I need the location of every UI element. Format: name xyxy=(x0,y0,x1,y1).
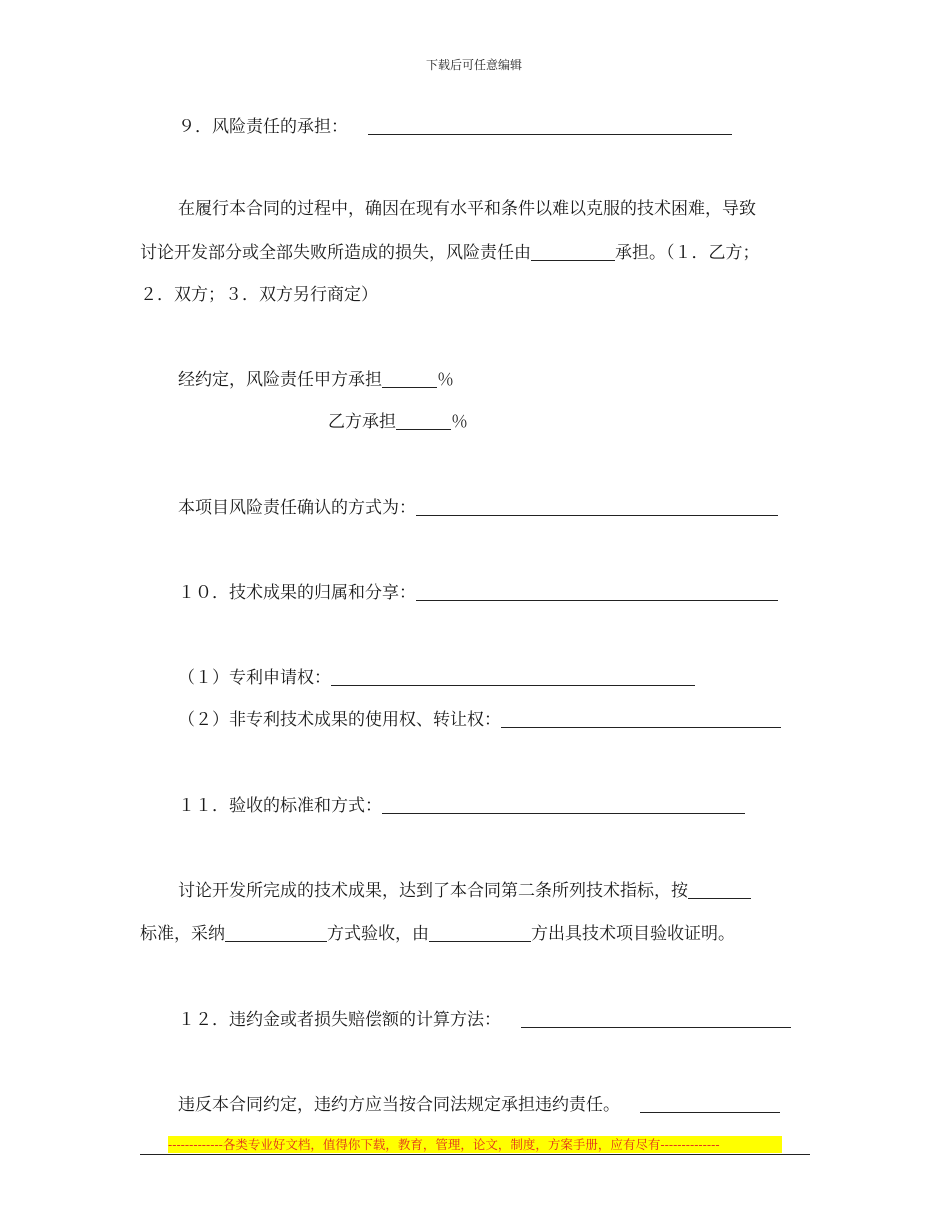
patent-right-blank[interactable] xyxy=(331,668,695,686)
risk-confirm-method-blank[interactable] xyxy=(416,498,778,516)
patent-right-label: （１）专利申请权： xyxy=(178,668,331,688)
risk-paragraph-line1: 在履行本合同的过程中，确因在现有水平和条件以难以克服的技术困难，导致 xyxy=(178,199,756,219)
patent-right-item xyxy=(178,668,695,688)
risk-responsibility-blank[interactable] xyxy=(368,117,732,135)
non-patent-right-item xyxy=(178,710,781,730)
risk-paragraph-line3: ２．双方；３．双方另行商定） xyxy=(140,285,378,305)
acceptance-method-blank[interactable] xyxy=(225,924,327,942)
section-11-heading xyxy=(178,796,745,816)
acceptance-paragraph-line2 xyxy=(140,924,735,944)
party-b-share xyxy=(328,412,468,432)
acceptance-paragraph-line2-end: 方出具技术项目验收证明。 xyxy=(531,924,735,944)
non-patent-right-blank[interactable] xyxy=(501,710,781,728)
risk-paragraph-line2-end: 承担。（１．乙方； xyxy=(615,243,760,263)
section-10-heading-text: １０．技术成果的归属和分享： xyxy=(178,583,416,603)
party-a-percent-sign: ％ xyxy=(437,370,454,390)
acceptance-paragraph-line1 xyxy=(178,881,751,901)
acceptance-paragraph-line1-text: 讨论开发所完成的技术成果，达到了本合同第二条所列技术指标，按 xyxy=(178,881,688,901)
party-a-share xyxy=(178,370,454,390)
risk-confirm-method-label: 本项目风险责任确认的方式为： xyxy=(178,498,416,518)
breach-paragraph xyxy=(178,1095,780,1115)
acceptance-issuer-blank[interactable] xyxy=(429,924,531,942)
penalty-calculation-blank[interactable] xyxy=(521,1010,791,1028)
party-b-percent-sign: ％ xyxy=(451,412,468,432)
footer-ad-banner: -------------各类专业好文档，值得你下载，教育，管理，论文，制度，方案手册，应有尽有-------------- xyxy=(168,1136,782,1153)
acceptance-standard-blank[interactable] xyxy=(382,796,745,814)
risk-paragraph-line2 xyxy=(140,243,760,263)
section-12-heading-text: １２．违约金或者损失赔偿额的计算方法： xyxy=(178,1010,501,1030)
section-9-heading-text: ９．风险责任的承担： xyxy=(178,117,348,137)
footer-divider xyxy=(140,1154,810,1155)
party-b-percent-blank[interactable] xyxy=(396,412,451,430)
party-a-share-label: 经约定，风险责任甲方承担 xyxy=(178,370,382,390)
page-header: 下载后可任意编辑 xyxy=(426,58,523,72)
non-patent-right-label: （２）非专利技术成果的使用权、转让权： xyxy=(178,710,501,730)
party-b-share-label: 乙方承担 xyxy=(328,412,396,432)
party-a-percent-blank[interactable] xyxy=(382,370,437,388)
section-11-heading-text: １１．验收的标准和方式： xyxy=(178,796,382,816)
acceptance-paragraph-line2-start: 标准，采纳 xyxy=(140,924,225,944)
section-12-heading xyxy=(178,1010,791,1030)
acceptance-paragraph-line2-mid: 方式验收，由 xyxy=(327,924,429,944)
section-10-heading xyxy=(178,583,778,603)
breach-blank[interactable] xyxy=(640,1095,780,1113)
breach-paragraph-text: 违反本合同约定，违约方应当按合同法规定承担违约责任。 xyxy=(178,1095,620,1115)
section-9-heading xyxy=(178,117,732,137)
results-ownership-blank[interactable] xyxy=(416,583,778,601)
risk-paragraph-line2-start: 讨论开发部分或全部失败所造成的损失，风险责任由 xyxy=(140,243,531,263)
risk-confirm-method xyxy=(178,498,778,518)
acceptance-criteria-blank[interactable] xyxy=(688,881,751,899)
risk-bearer-blank[interactable] xyxy=(531,243,615,261)
